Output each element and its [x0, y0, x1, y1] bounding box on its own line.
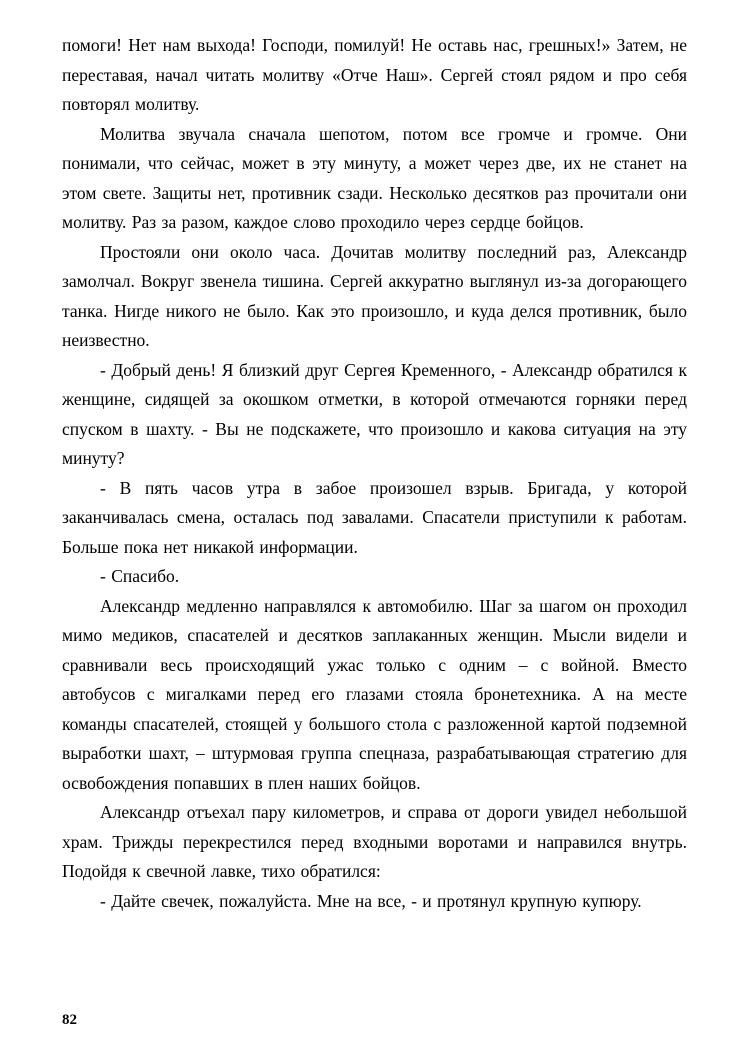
paragraph-1: помоги! Нет нам выхода! Господи, помилуй! Не оставь нас, грешных!» Затем, не переставая, начал читать молитву «Отче Наш». Сергей стоял рядом и про себя повторял молитву. [62, 35, 687, 114]
page-text-block [62, 31, 687, 916]
paragraph-8: Александр отъехал пару километров, и справа от дороги увидел небольшой храм. Трижды перекрестился перед входными воротами и направился внутрь. Подойдя к свечной лавке, тихо обратился: [62, 802, 687, 881]
paragraph-3: Простояли они около часа. Дочитав молитву последний раз, Александр замолчал. Вокруг звенела тишина. Сергей аккуратно выглянул из-за догорающего танка. Нигде никого не было. Как это произошло, и куда делся противник, было неизвестно. [62, 241, 687, 350]
paragraph-4: - Добрый день! Я близкий друг Сергея Кременного, - Александр обратился к женщине, сидящей за окошком отметки, в которой отмечаются горняки перед спуском в шахту. - Вы не подскажете, что произошло и какова ситуация на эту минуту? [62, 359, 687, 468]
paragraph-7: Александр медленно направлялся к автомобилю. Шаг за шагом он проходил мимо медиков, спасателей и десятков заплаканных женщин. Мысли видели и сравнивали весь происходящий ужас только с одним – с войной. Вместо автобусов с мигалками перед его глазами стояла бронетехника. А на месте команды спасателей, стоящей у большого стола с разложенной картой подземной выработки шахт, – штурмовая группа спецназа, разрабатывающая стратегию для освобождения попавших в плен наших бойцов. [62, 595, 687, 793]
page-number: 82 [62, 1012, 77, 1028]
paragraph-2: Молитва звучала сначала шепотом, потом все громче и громче. Они понимали, что сейчас, может в эту минуту, а может через две, их не станет на этом свете. Защиты нет, противник сзади. Несколько десятков раз прочитали они молитву. Раз за разом, каждое слово проходило через сердце бойцов. [62, 123, 687, 232]
paragraph-6: - Спасибо. [100, 566, 180, 586]
paragraph-5: - В пять часов утра в забое произошел взрыв. Бригада, у которой заканчивалась смена, осталась под завалами. Спасатели приступили к работам. Больше пока нет никакой информации. [62, 477, 687, 557]
paragraph-9: - Дайте свечек, пожалуйста. Мне на все, - и протянул крупную купюру. [100, 890, 642, 911]
